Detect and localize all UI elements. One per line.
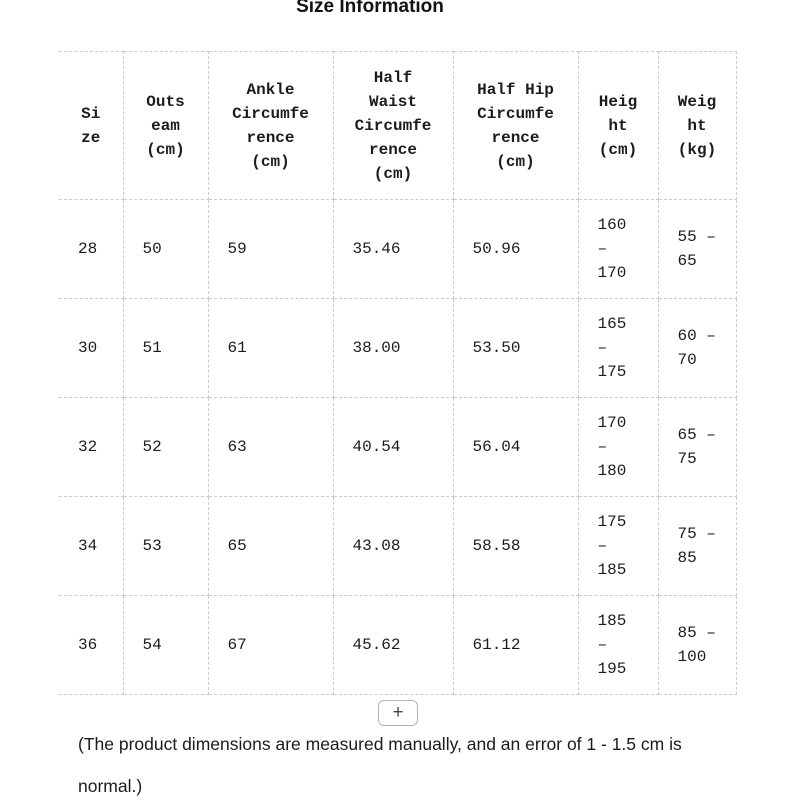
table-cell: 50 <box>123 200 208 299</box>
table-cell: 160 – 170 <box>578 200 658 299</box>
table-cell: 65 – 75 <box>658 398 736 497</box>
table-cell: 75 – 85 <box>658 497 736 596</box>
table-cell: 43.08 <box>333 497 453 596</box>
table-row <box>59 596 736 695</box>
table-cell: 51 <box>123 299 208 398</box>
table-row <box>59 299 736 398</box>
table-cell: 65 <box>208 497 333 596</box>
table-cell: 53 <box>123 497 208 596</box>
table-cell: 60 – 70 <box>658 299 736 398</box>
measurement-disclaimer-note: (The product dimensions are measured manually, and an error of 1 - 1.5 cm is normal.) <box>78 734 682 796</box>
table-cell: 170 – 180 <box>578 398 658 497</box>
table-cell: 55 – 65 <box>658 200 736 299</box>
table-cell: 45.62 <box>333 596 453 695</box>
page-title: Size Information <box>296 0 444 17</box>
table-cell: 56.04 <box>453 398 578 497</box>
table-cell: 85 – 100 <box>658 596 736 695</box>
table-cell: 34 <box>59 497 123 596</box>
table-cell: 35.46 <box>333 200 453 299</box>
column-header: Ankle Circumference (cm) <box>208 52 333 200</box>
table-cell: 38.00 <box>333 299 453 398</box>
table-cell: 185 – 195 <box>578 596 658 695</box>
table-cell: 40.54 <box>333 398 453 497</box>
column-header: Height (cm) <box>578 52 658 200</box>
table-cell: 30 <box>59 299 123 398</box>
column-header: Half Hip Circumference (cm) <box>453 52 578 200</box>
size-table <box>59 51 737 695</box>
expand-table-button[interactable]: + <box>378 700 418 726</box>
table-cell: 52 <box>123 398 208 497</box>
table-cell: 50.96 <box>453 200 578 299</box>
table-cell: 32 <box>59 398 123 497</box>
column-header: Weight (kg) <box>658 52 736 200</box>
table-cell: 175 – 185 <box>578 497 658 596</box>
column-header: Size <box>59 52 123 200</box>
table-cell: 61.12 <box>453 596 578 695</box>
table-row <box>59 497 736 596</box>
table-cell: 58.58 <box>453 497 578 596</box>
table-cell: 36 <box>59 596 123 695</box>
table-cell: 67 <box>208 596 333 695</box>
table-cell: 61 <box>208 299 333 398</box>
table-cell: 59 <box>208 200 333 299</box>
table-cell: 28 <box>59 200 123 299</box>
column-header: Half Waist Circumference (cm) <box>333 52 453 200</box>
table-cell: 54 <box>123 596 208 695</box>
size-table-body <box>59 200 736 695</box>
header-row <box>59 52 736 200</box>
size-table-header <box>59 52 736 200</box>
table-cell: 165 – 175 <box>578 299 658 398</box>
table-row <box>59 200 736 299</box>
column-header: Outseam (cm) <box>123 52 208 200</box>
table-cell: 53.50 <box>453 299 578 398</box>
table-row <box>59 398 736 497</box>
table-cell: 63 <box>208 398 333 497</box>
